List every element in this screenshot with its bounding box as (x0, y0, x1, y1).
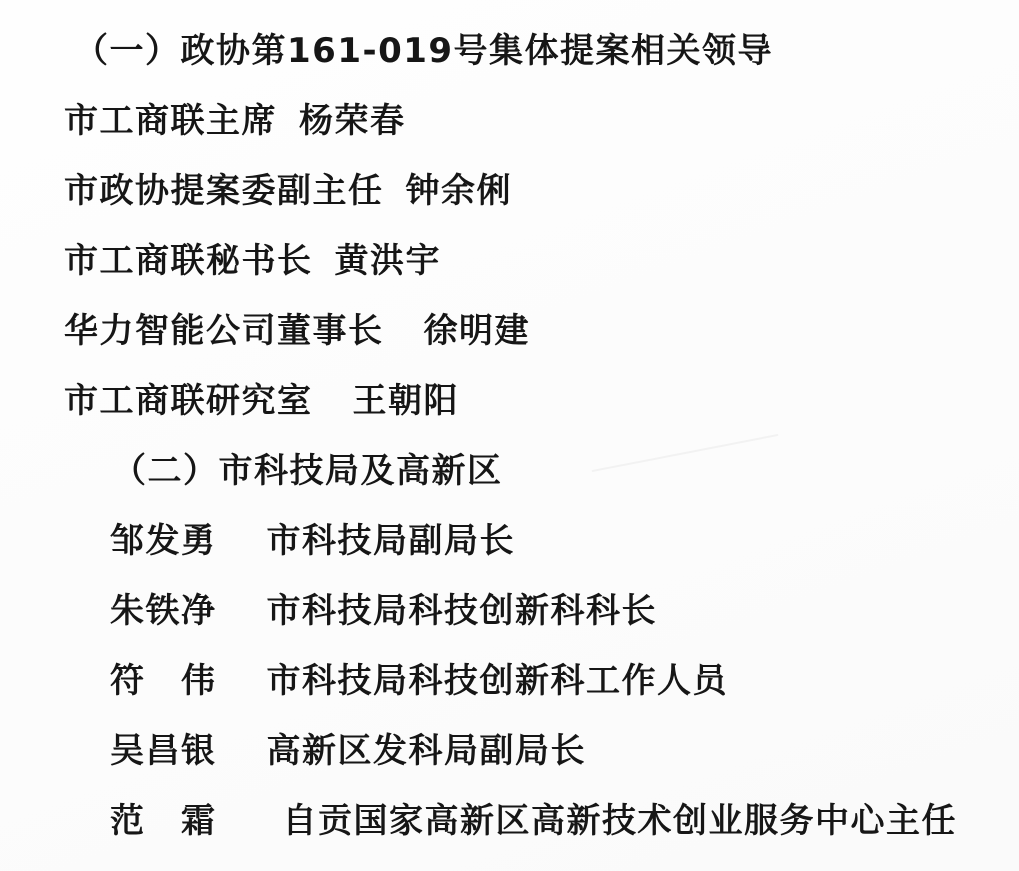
person-name-text: 杨荣春 (299, 100, 406, 141)
org-title-text: 高新区发科局副局长 (266, 730, 586, 771)
entry-line (0, 82, 1019, 152)
person-name-text: 符 伟 (110, 660, 217, 701)
entry-line (0, 152, 1019, 222)
org-title-text: 华力智能公司董事长 (64, 310, 384, 351)
org-title-text: 自贡国家高新区高新技术创业服务中心主任 (282, 800, 957, 841)
person-name-text: 范 霜 (110, 800, 217, 841)
org-title-text: 市科技局科技创新科科长 (266, 590, 657, 631)
entry-line (0, 782, 1019, 852)
person-name-text: 王朝阳 (352, 380, 459, 421)
org-title-text: 市工商联主席 (64, 100, 277, 141)
section-1-heading: （一）政协第161-019号集体提案相关领导 (74, 30, 774, 71)
person-name-text: 朱铁净 (110, 590, 217, 631)
entry-line (0, 222, 1019, 292)
entry-line (0, 712, 1019, 782)
person-name-text: 徐明建 (423, 310, 530, 351)
person-name-text: 黄洪宇 (334, 240, 441, 281)
org-title-text: 市科技局副局长 (266, 520, 515, 561)
entry-line (0, 362, 1019, 432)
entry-line (0, 642, 1019, 712)
org-title-text: 市科技局科技创新科工作人员 (266, 660, 728, 701)
person-name-text: 邹发勇 (110, 520, 217, 561)
org-title-text: 市工商联研究室 (64, 380, 313, 421)
org-title-text: 市政协提案委副主任 (64, 170, 384, 211)
org-title-text: 市工商联秘书长 (64, 240, 313, 281)
section-2-heading: （二）市科技局及高新区 (112, 450, 503, 491)
entry-line (0, 572, 1019, 642)
entry-line (0, 502, 1019, 572)
person-name-text: 吴昌银 (110, 730, 217, 771)
entry-line (0, 292, 1019, 362)
person-name-text: 钟余俐 (405, 170, 512, 211)
